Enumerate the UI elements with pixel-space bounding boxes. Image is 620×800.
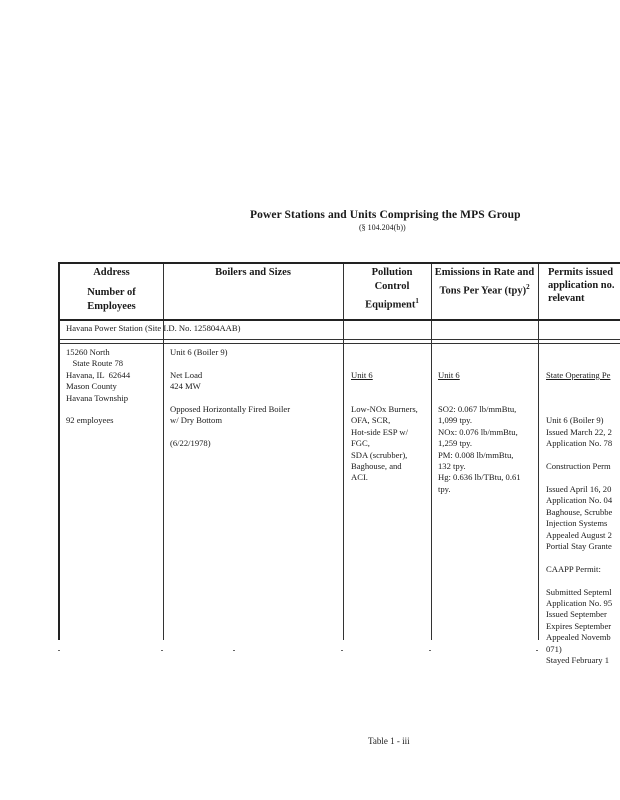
permit-line: Unit 6 (Boiler 9) — [546, 415, 604, 426]
header-divider — [60, 319, 620, 321]
pollution-line: Low-NOx Burners, — [351, 404, 418, 415]
document-subtitle: (§ 104.204(b)) — [359, 223, 406, 232]
emissions-line: Hg: 0.636 lb/TBtu, 0.61 — [438, 472, 521, 483]
boiler-line: Net Load — [170, 369, 203, 380]
station-label: Havana Power Station (Site I.D. No. 125804AAB) — [66, 323, 241, 333]
header-boilers: Boilers and Sizes — [215, 267, 291, 278]
address-line — [66, 404, 130, 415]
pollution-line: FGC, — [351, 438, 370, 449]
pollution-line: Hot-side ESP w/ — [351, 426, 408, 437]
permit-line: Construction Perm — [546, 461, 611, 472]
boiler-line: w/ Dry Bottom — [170, 415, 223, 426]
permit-line: Appealed August 2 — [546, 529, 612, 540]
emissions-line: 1,099 tpy. — [438, 415, 473, 426]
pollution-cell — [351, 347, 418, 507]
permit-line: Stayed February 1 — [546, 654, 610, 665]
emissions-line: SO2: 0.067 lb/mmBtu, — [438, 404, 517, 415]
header-address: Address Number of Employees — [87, 267, 136, 312]
address-line: State Route 78 — [66, 358, 124, 369]
address-line: Havana, IL 62644 — [66, 369, 131, 380]
address-line: 15260 North — [66, 347, 110, 357]
emissions-line: 1,259 tpy. — [438, 438, 473, 449]
permit-line: Injection Systems — [546, 518, 608, 529]
emissions-line: 132 tpy. — [438, 461, 466, 472]
permit-line: Application No. 95 — [546, 597, 613, 608]
permit-line: Portial Stay Grante — [546, 540, 612, 551]
header-pollution: Pollution Control Equipment$^1$ — [365, 267, 419, 311]
boiler-line — [170, 427, 290, 438]
permit-line: Issued March 22, 2 — [546, 426, 612, 437]
address-line: Havana Township — [66, 392, 129, 403]
permit-line: Issued September — [546, 609, 607, 620]
pollution-unit-heading: Unit 6 — [351, 369, 373, 380]
section-divider-2 — [60, 343, 620, 344]
document-title: Power Stations and Units Comprising the MPS Group — [250, 209, 521, 221]
permit-line — [546, 575, 620, 586]
boiler-line — [170, 358, 290, 369]
boiler-line — [170, 393, 290, 404]
boiler-line: Unit 6 (Boiler 9) — [170, 347, 228, 357]
permit-line: Appealed Novemb — [546, 632, 611, 643]
permit-line: Application No. 04 — [546, 495, 613, 506]
address-line: 92 employees — [66, 415, 114, 426]
pollution-line: SDA (scrubber), — [351, 449, 408, 460]
permit-line: Expires September — [546, 620, 612, 631]
emissions-unit-heading: Unit 6 — [438, 369, 460, 380]
section-divider — [60, 339, 620, 340]
address-cell — [66, 347, 130, 427]
permit-line: CAAPP Permit: — [546, 563, 601, 574]
permit-line — [546, 552, 620, 563]
pollution-line: OFA, SCR, — [351, 415, 391, 426]
permit-line: Application No. 78 — [546, 438, 613, 449]
permit-line — [546, 450, 620, 461]
permit-line — [546, 404, 620, 415]
permit-line: Submitted Septeml — [546, 586, 612, 597]
permit-line — [546, 472, 620, 483]
power-stations-table — [58, 262, 620, 665]
emissions-line: tpy. — [438, 483, 451, 494]
emissions-line: PM: 0.008 lb/mmBtu, — [438, 449, 514, 460]
table-bottom-marks — [58, 650, 618, 652]
boiler-line: 424 MW — [170, 381, 201, 392]
page-footer: Table 1 - iii — [368, 736, 410, 746]
permit-line: Issued April 16, 20 — [546, 483, 612, 494]
emissions-cell — [438, 347, 521, 518]
pollution-line: ACI. — [351, 472, 368, 483]
pollution-line: Baghouse, and — [351, 461, 402, 472]
boiler-line: (6/22/1978) — [170, 438, 211, 449]
address-line: Mason County — [66, 381, 117, 392]
header-emissions: Emissions in Rate and Tons Per Year (tpy)$^2$ — [434, 267, 535, 297]
permit-line: 071) — [546, 643, 562, 654]
permits-heading: State Operating Pe — [546, 369, 611, 380]
emissions-line: NOx: 0.076 lb/mmBtu, — [438, 426, 518, 437]
boilers-cell — [170, 347, 290, 450]
header-permits: Permits issued application no. relevant — [548, 267, 615, 304]
permit-line: Baghouse, Scrubbe — [546, 506, 613, 517]
boiler-line: Opposed Horizontally Fired Boiler — [170, 404, 291, 415]
permits-cell — [546, 347, 620, 689]
